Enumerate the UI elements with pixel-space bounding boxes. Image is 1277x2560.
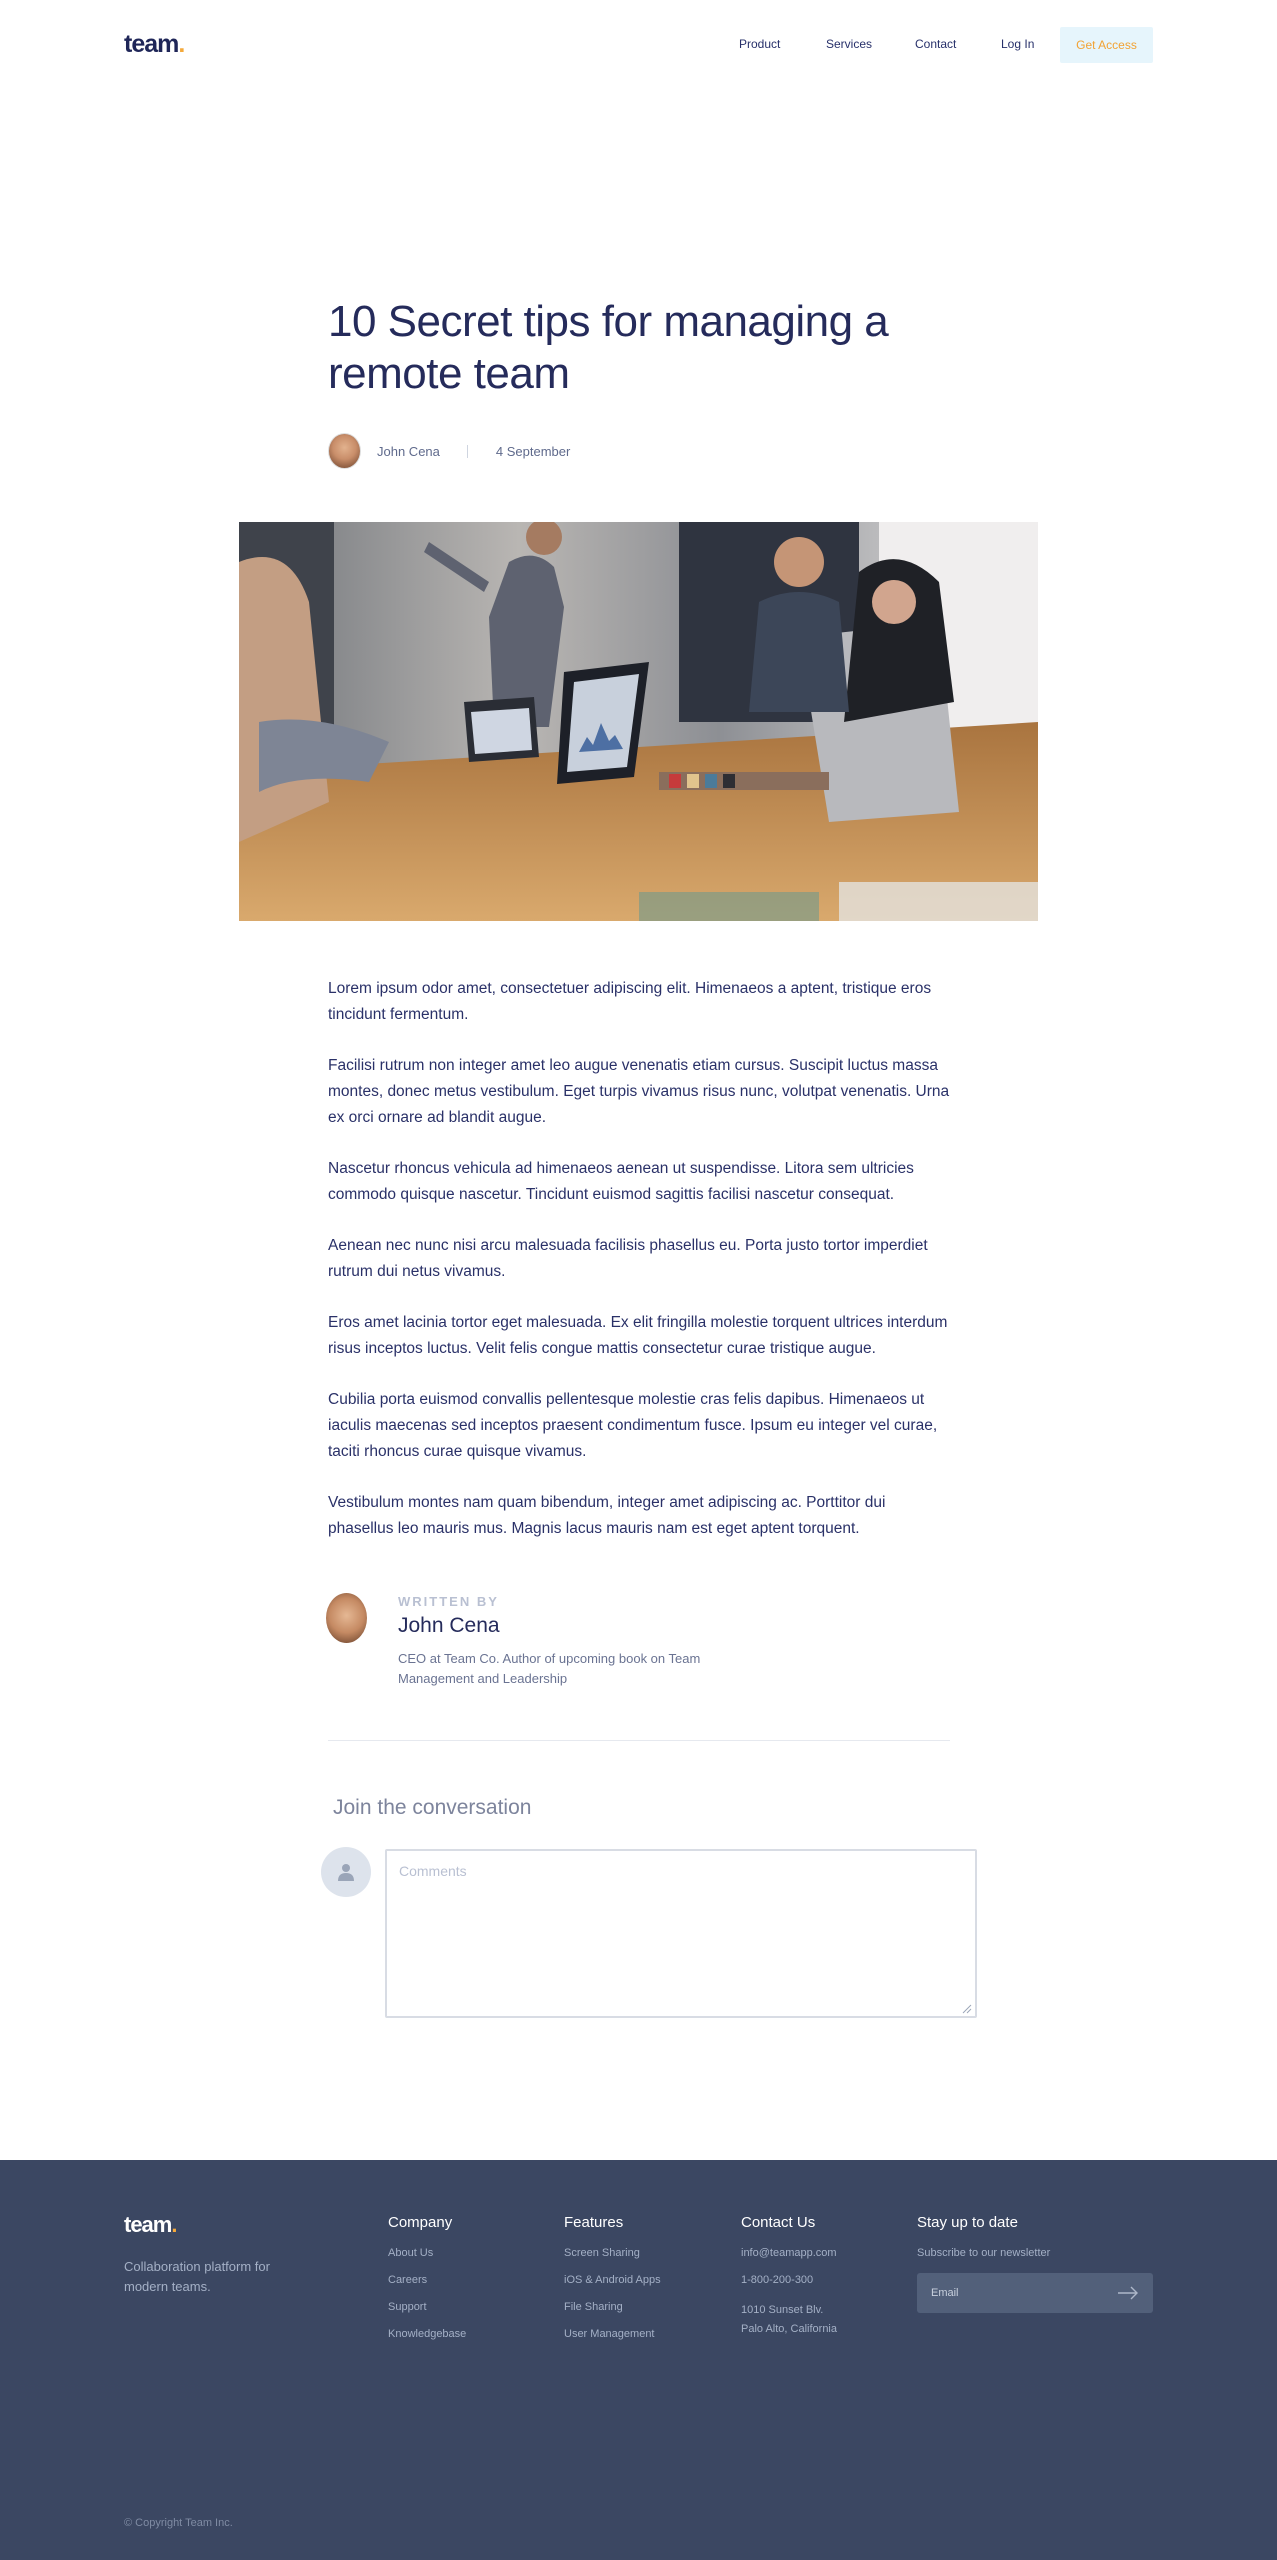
footer-newsletter-column: [917, 2214, 1153, 2313]
footer-link-screen-sharing[interactable]: Screen Sharing: [564, 2247, 640, 2259]
newsletter-form: [917, 2273, 1153, 2313]
meta-divider: [467, 445, 468, 458]
footer-link-about[interactable]: About Us: [388, 2247, 434, 2259]
footer-company-title: Company: [388, 2214, 453, 2231]
footer-contact-column: [741, 2214, 837, 2339]
paragraph: Cubilia porta euismod convallis pellentesque molestie cras felis dapibus. Himenaeos ut iaculis maecenas sed inceptos praesent condimentum fusce. Ipsum eu integer vel curae, taciti rhoncus curae quisque vivamus.: [328, 1391, 938, 1460]
logo-dot: .: [178, 30, 185, 58]
footer-link-careers[interactable]: Careers: [388, 2274, 428, 2286]
comments-heading: Join the conversation: [333, 1796, 532, 1819]
footer-features-title: Features: [564, 2214, 624, 2231]
footer-company-column: [388, 2214, 466, 2355]
resize-handle-icon[interactable]: [962, 2004, 972, 2014]
article-date: 4 September: [495, 443, 571, 459]
paragraph: Nascetur rhoncus vehicula ad himenaeos aenean ut suspendisse. Litora sem ultricies commodo quisque nascetur. Tincidunt euismod sagittis facilisi nascetur consequat.: [328, 1160, 914, 1203]
hero-image: [239, 522, 1038, 921]
logo[interactable]: [124, 30, 184, 59]
author-card: [326, 1593, 948, 1693]
footer-link-apps[interactable]: iOS & Android Apps: [564, 2274, 661, 2286]
footer-tagline: Collaboration platform for modern teams.: [124, 2259, 270, 2294]
footer-contact-title: Contact Us: [741, 2214, 816, 2231]
paragraph: Lorem ipsum odor amet, consectetuer adipiscing elit. Himenaeos a aptent, tristique eros tincidunt fermentum.: [328, 980, 932, 1023]
footer-logo-dot: .: [171, 2212, 177, 2237]
footer-logo-text: team: [124, 2212, 172, 2237]
footer-email-link[interactable]: info@teamapp.com: [741, 2247, 837, 2259]
paragraph: Vestibulum montes nam quam bibendum, integer amet adipiscing ac. Porttitor dui phasellus leo mauris mus. Magnis lacus mauris nam est eget aptent torquent.: [328, 1494, 886, 1537]
author-card-avatar: [326, 1593, 367, 1643]
user-avatar-placeholder: [321, 1847, 371, 1897]
author-avatar: [328, 433, 361, 469]
footer-features-column: [564, 2214, 661, 2355]
paragraph: Eros amet lacinia tortor eget malesuada. Ex elit fringilla molestie torquent ultrices interdum risus inceptos luctus. Velit felis congue mattis consectetur curae tristique augue.: [328, 1314, 948, 1357]
article-author[interactable]: John Cena: [377, 443, 440, 459]
article-title: 10 Secret tips for managing a remote team: [328, 297, 889, 398]
footer-link-support[interactable]: Support: [388, 2301, 427, 2313]
written-by-label: WRITTEN BY: [398, 1594, 499, 1609]
article-meta: [328, 433, 570, 469]
footer-link-user-management[interactable]: User Management: [564, 2328, 655, 2340]
user-icon: [336, 1862, 356, 1882]
author-card-bio: CEO at Team Co. Author of upcoming book on Team Management and Leadership: [398, 1651, 701, 1686]
comment-textarea[interactable]: [385, 1849, 977, 2018]
arrow-right-icon[interactable]: [1117, 2285, 1139, 2301]
nav-product[interactable]: Product: [739, 37, 781, 51]
nav-contact[interactable]: Contact: [915, 37, 957, 51]
footer-newsletter-title: Stay up to date: [917, 2214, 1018, 2231]
site-footer: [0, 2160, 1277, 2560]
author-card-name[interactable]: John Cena: [398, 1614, 500, 1637]
nav-services[interactable]: Services: [826, 37, 873, 51]
footer-link-knowledgebase[interactable]: Knowledgebase: [388, 2328, 467, 2340]
copyright: © Copyright Team Inc.: [124, 2517, 233, 2529]
footer-address-line1: 1010 Sunset Blv.: [741, 2304, 824, 2316]
article-body: [328, 976, 950, 1567]
section-divider: [328, 1740, 950, 1741]
footer-newsletter-subtitle: Subscribe to our newsletter: [917, 2247, 1051, 2259]
footer-phone-link[interactable]: 1-800-200-300: [741, 2274, 814, 2286]
footer-logo[interactable]: [124, 2212, 176, 2238]
site-header: [0, 0, 1277, 92]
nav-login[interactable]: Log In: [1001, 37, 1035, 51]
logo-text: team: [124, 30, 179, 58]
paragraph: Facilisi rutrum non integer amet leo augue venenatis etiam cursus. Suscipit luctus massa montes, donec metus vestibulum. Eget turpis vivamus risus nunc, volutpat venenatis. Urna ex orci ornare ad blandit augue.: [328, 1057, 950, 1126]
footer-link-file-sharing[interactable]: File Sharing: [564, 2301, 623, 2313]
footer-address-line2: Palo Alto, California: [741, 2323, 837, 2335]
paragraph: Aenean nec nunc nisi arcu malesuada facilisis phasellus eu. Porta justo tortor imperdiet rutrum dui netus vivamus.: [328, 1237, 928, 1280]
get-access-button[interactable]: Get Access: [1060, 27, 1153, 63]
